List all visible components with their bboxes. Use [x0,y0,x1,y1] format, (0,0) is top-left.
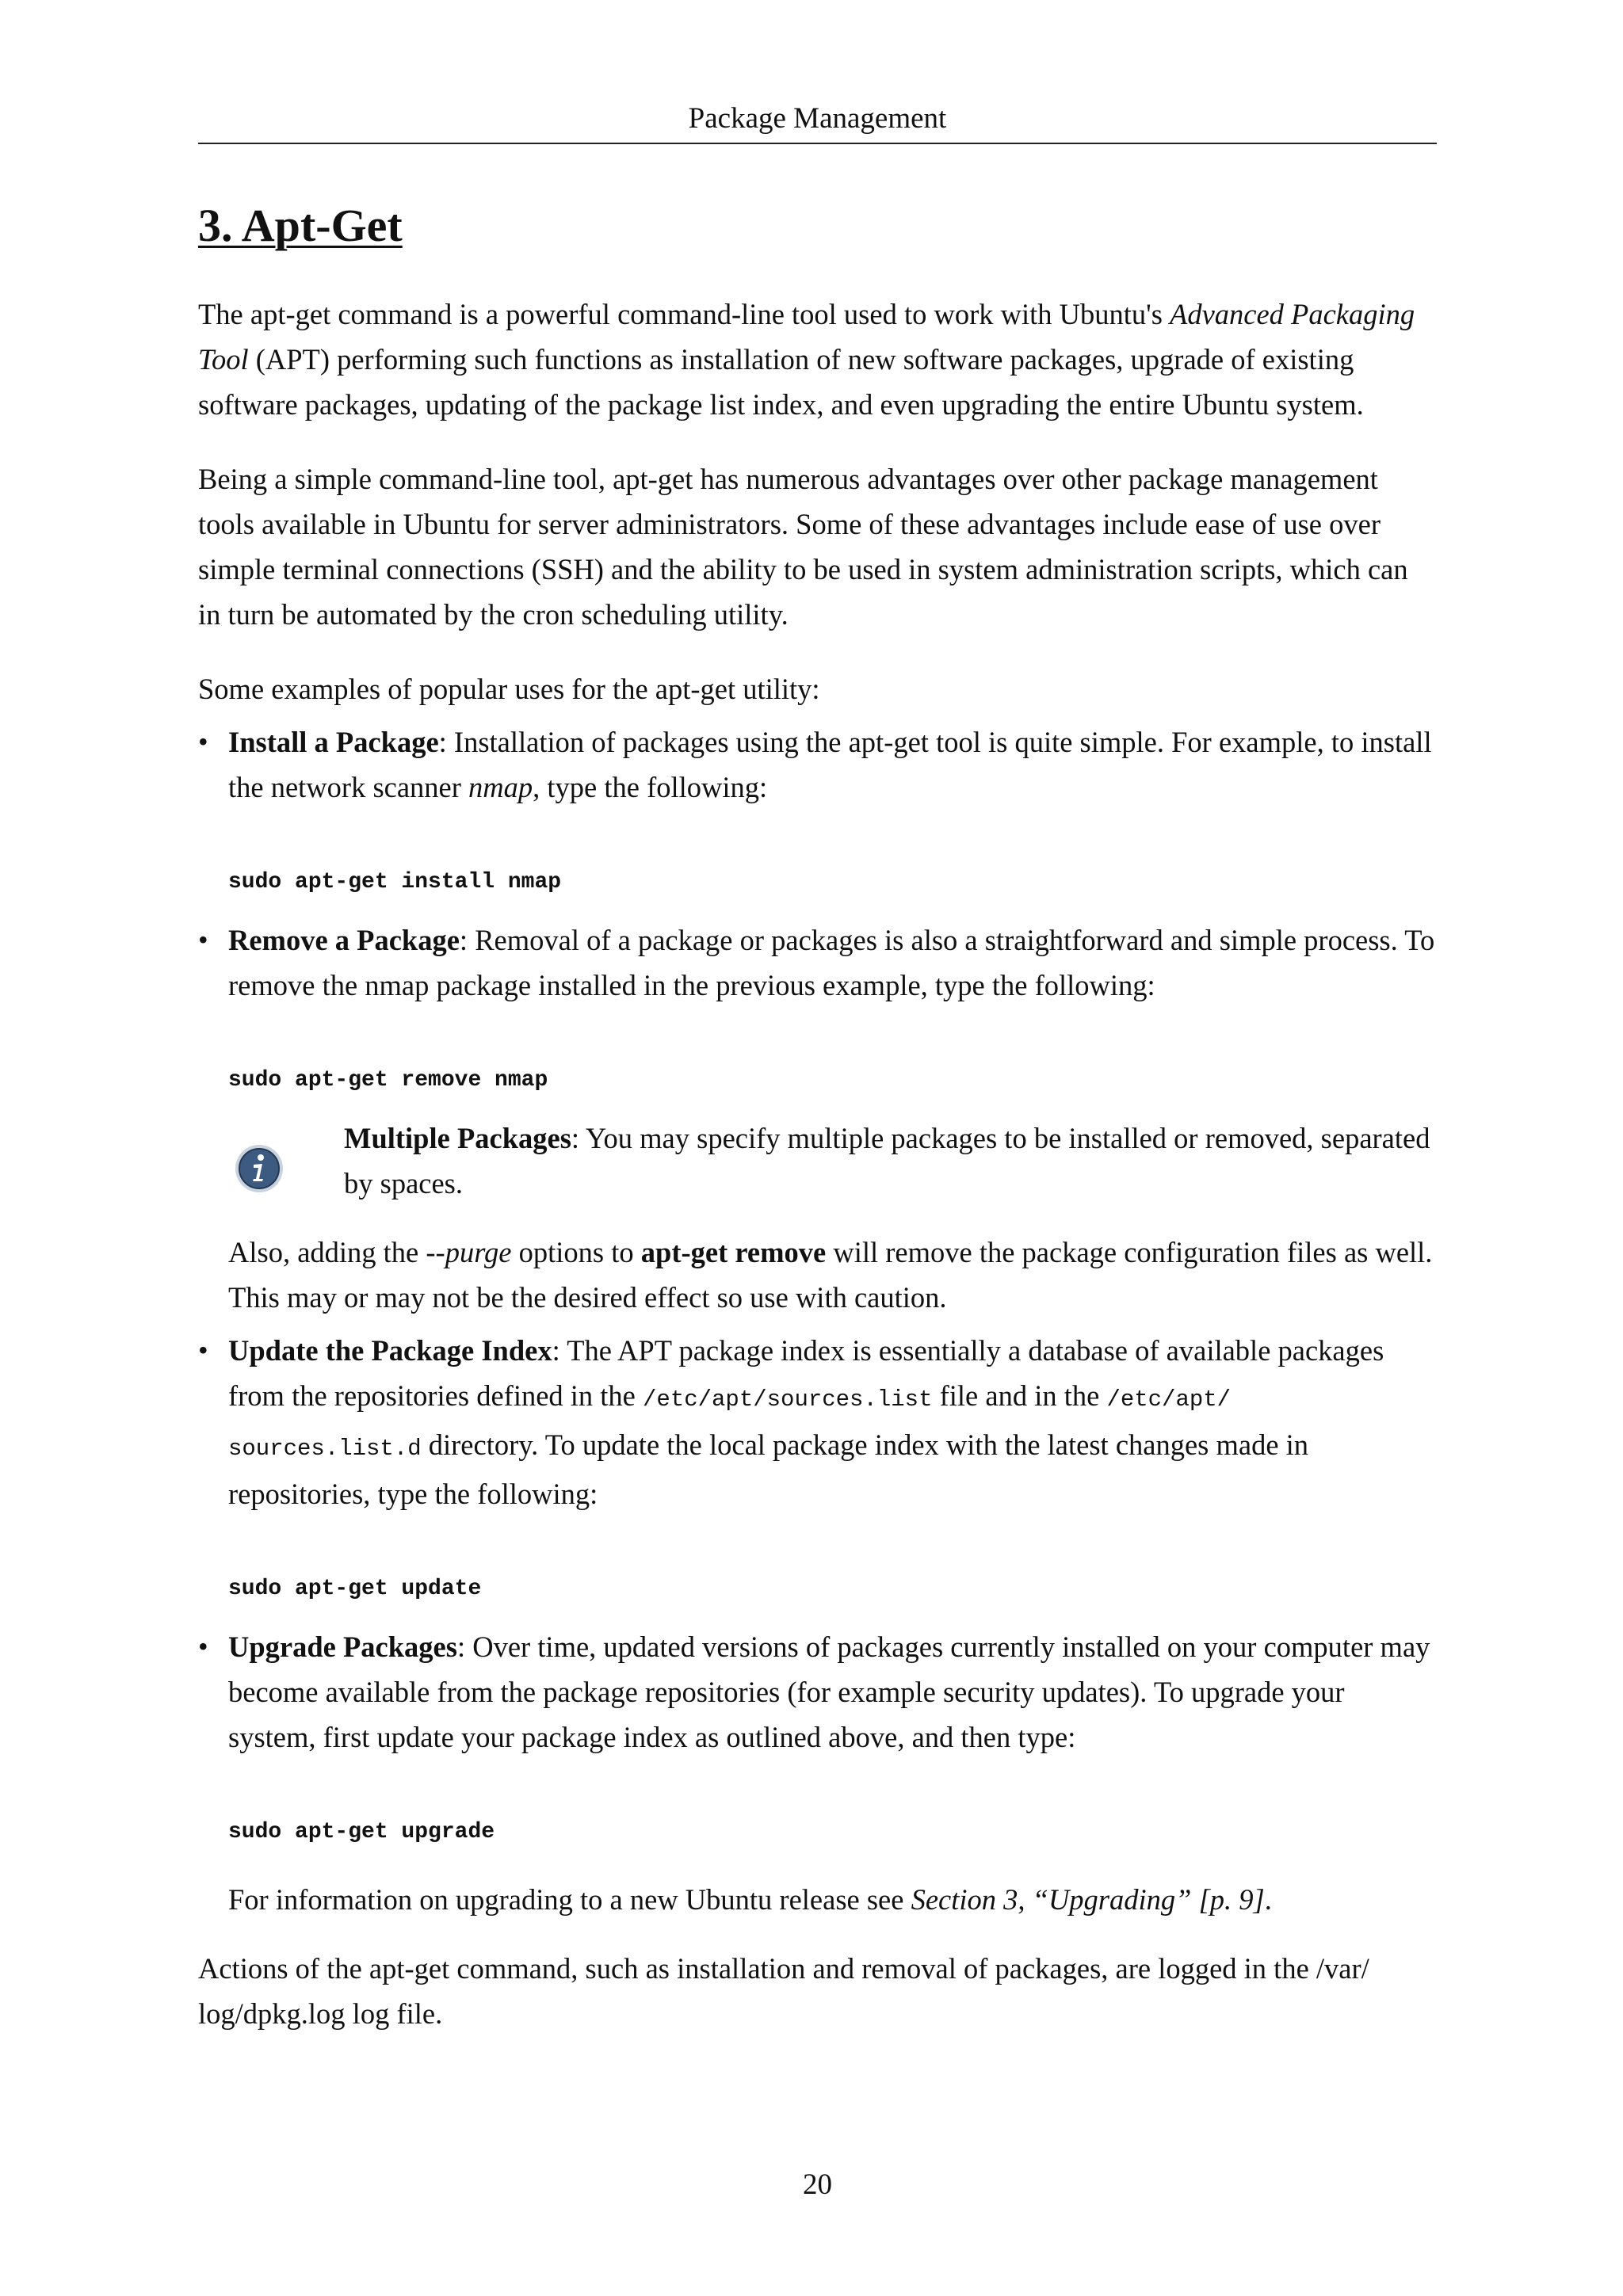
info-icon [235,1144,284,1193]
usage-list [198,719,1437,1922]
list-item-install [198,719,1437,898]
upgrade-reference: For information on upgrading to a new Ubuntu release see Section 3, “Upgrading” [p. 9]. [228,1883,1272,1916]
section-title: 3. Apt-Get [198,200,403,251]
remove-command: sudo apt-get remove nmap [228,1068,548,1093]
sources-list-path: /etc/apt/sources.list [643,1386,933,1413]
list-item-update [198,1328,1437,1605]
intro-paragraph-1: The apt-get command is a powerful command-line tool used to work with Ubuntu's Advanced Packaging Tool (APT) performing such functions as installation of new software packages, upgrade of existing software packages, updating of the package list index, and even upgrading the entire Ubuntu system. [198,298,1415,421]
install-title: Install a Package [228,726,439,758]
nmap-term: nmap [468,771,533,803]
list-item-remove [198,917,1437,1320]
intro-paragraph-2: Being a simple command-line tool, apt-get has numerous advantages over other package management tools available in Ubuntu for server administrators. Some of these advantages include ease of use over simple terminal connections (SSH) and the ability to be used in system administration scripts, which can in turn be automated by the cron scheduling utility. [198,463,1408,631]
running-header: Package Management [198,97,1437,144]
page-number: 20 [803,2168,832,2201]
section-body [198,292,1437,2036]
update-title: Update the Package Index [228,1334,552,1367]
note-title: Multiple Packages [344,1122,571,1154]
purge-option: --purge [426,1236,512,1268]
remove-title: Remove a Package [228,924,460,956]
apt-get-remove-term: apt-get remove [640,1236,827,1268]
closing-paragraph: Actions of the apt-get command, such as installation and removal of packages, are logged in the /var/ log/dpkg.log log file. [198,1952,1369,2030]
note-multiple-packages [228,1116,1437,1206]
apt-term: Advanced Packaging Tool [198,298,1415,376]
update-command: sudo apt-get update [228,1577,482,1601]
sources-list-d-path: /etc/apt/ sources.list.d [228,1386,1232,1462]
install-description: • Install a Package: Installation of packages using the apt-get tool is quite simple. For example, to install the network scanner nmap, type the following: [228,726,1432,803]
upgrade-command: sudo apt-get upgrade [228,1820,495,1844]
remove-description: • Remove a Package: Removal of a package or packages is also a straightforward and simple process. To remove the nmap package installed in the previous example, type the following: [228,924,1435,1001]
upgrade-description: • Upgrade Packages: Over time, updated versions of packages currently installed on your computer may become available from the package repositories (for example security updates). To upgrade your system, first update your package index as outlined above, and then type: [228,1630,1430,1753]
note-text: Multiple Packages: You may specify multiple packages to be installed or removed, separated by spaces. [344,1122,1430,1199]
list-item-upgrade [198,1624,1437,1922]
update-description: • Update the Package Index: The APT package index is essentially a database of available packages from the repositories defined in the /etc/apt/sources.list file and in the /etc/apt/ sources.list.d directory. To update the local package index with the latest changes made in repositories, type the following: [228,1334,1384,1510]
purge-paragraph: Also, adding the --purge options to apt-get remove will remove the package configuration files as well. This may or may not be the desired effect so use with caution. [228,1236,1433,1314]
install-command: sudo apt-get install nmap [228,870,562,894]
upgrade-title: Upgrade Packages [228,1630,457,1663]
examples-intro: Some examples of popular uses for the apt-get utility: [198,673,820,705]
upgrading-section-link[interactable]: Section 3, “Upgrading” [p. 9] [911,1883,1265,1916]
